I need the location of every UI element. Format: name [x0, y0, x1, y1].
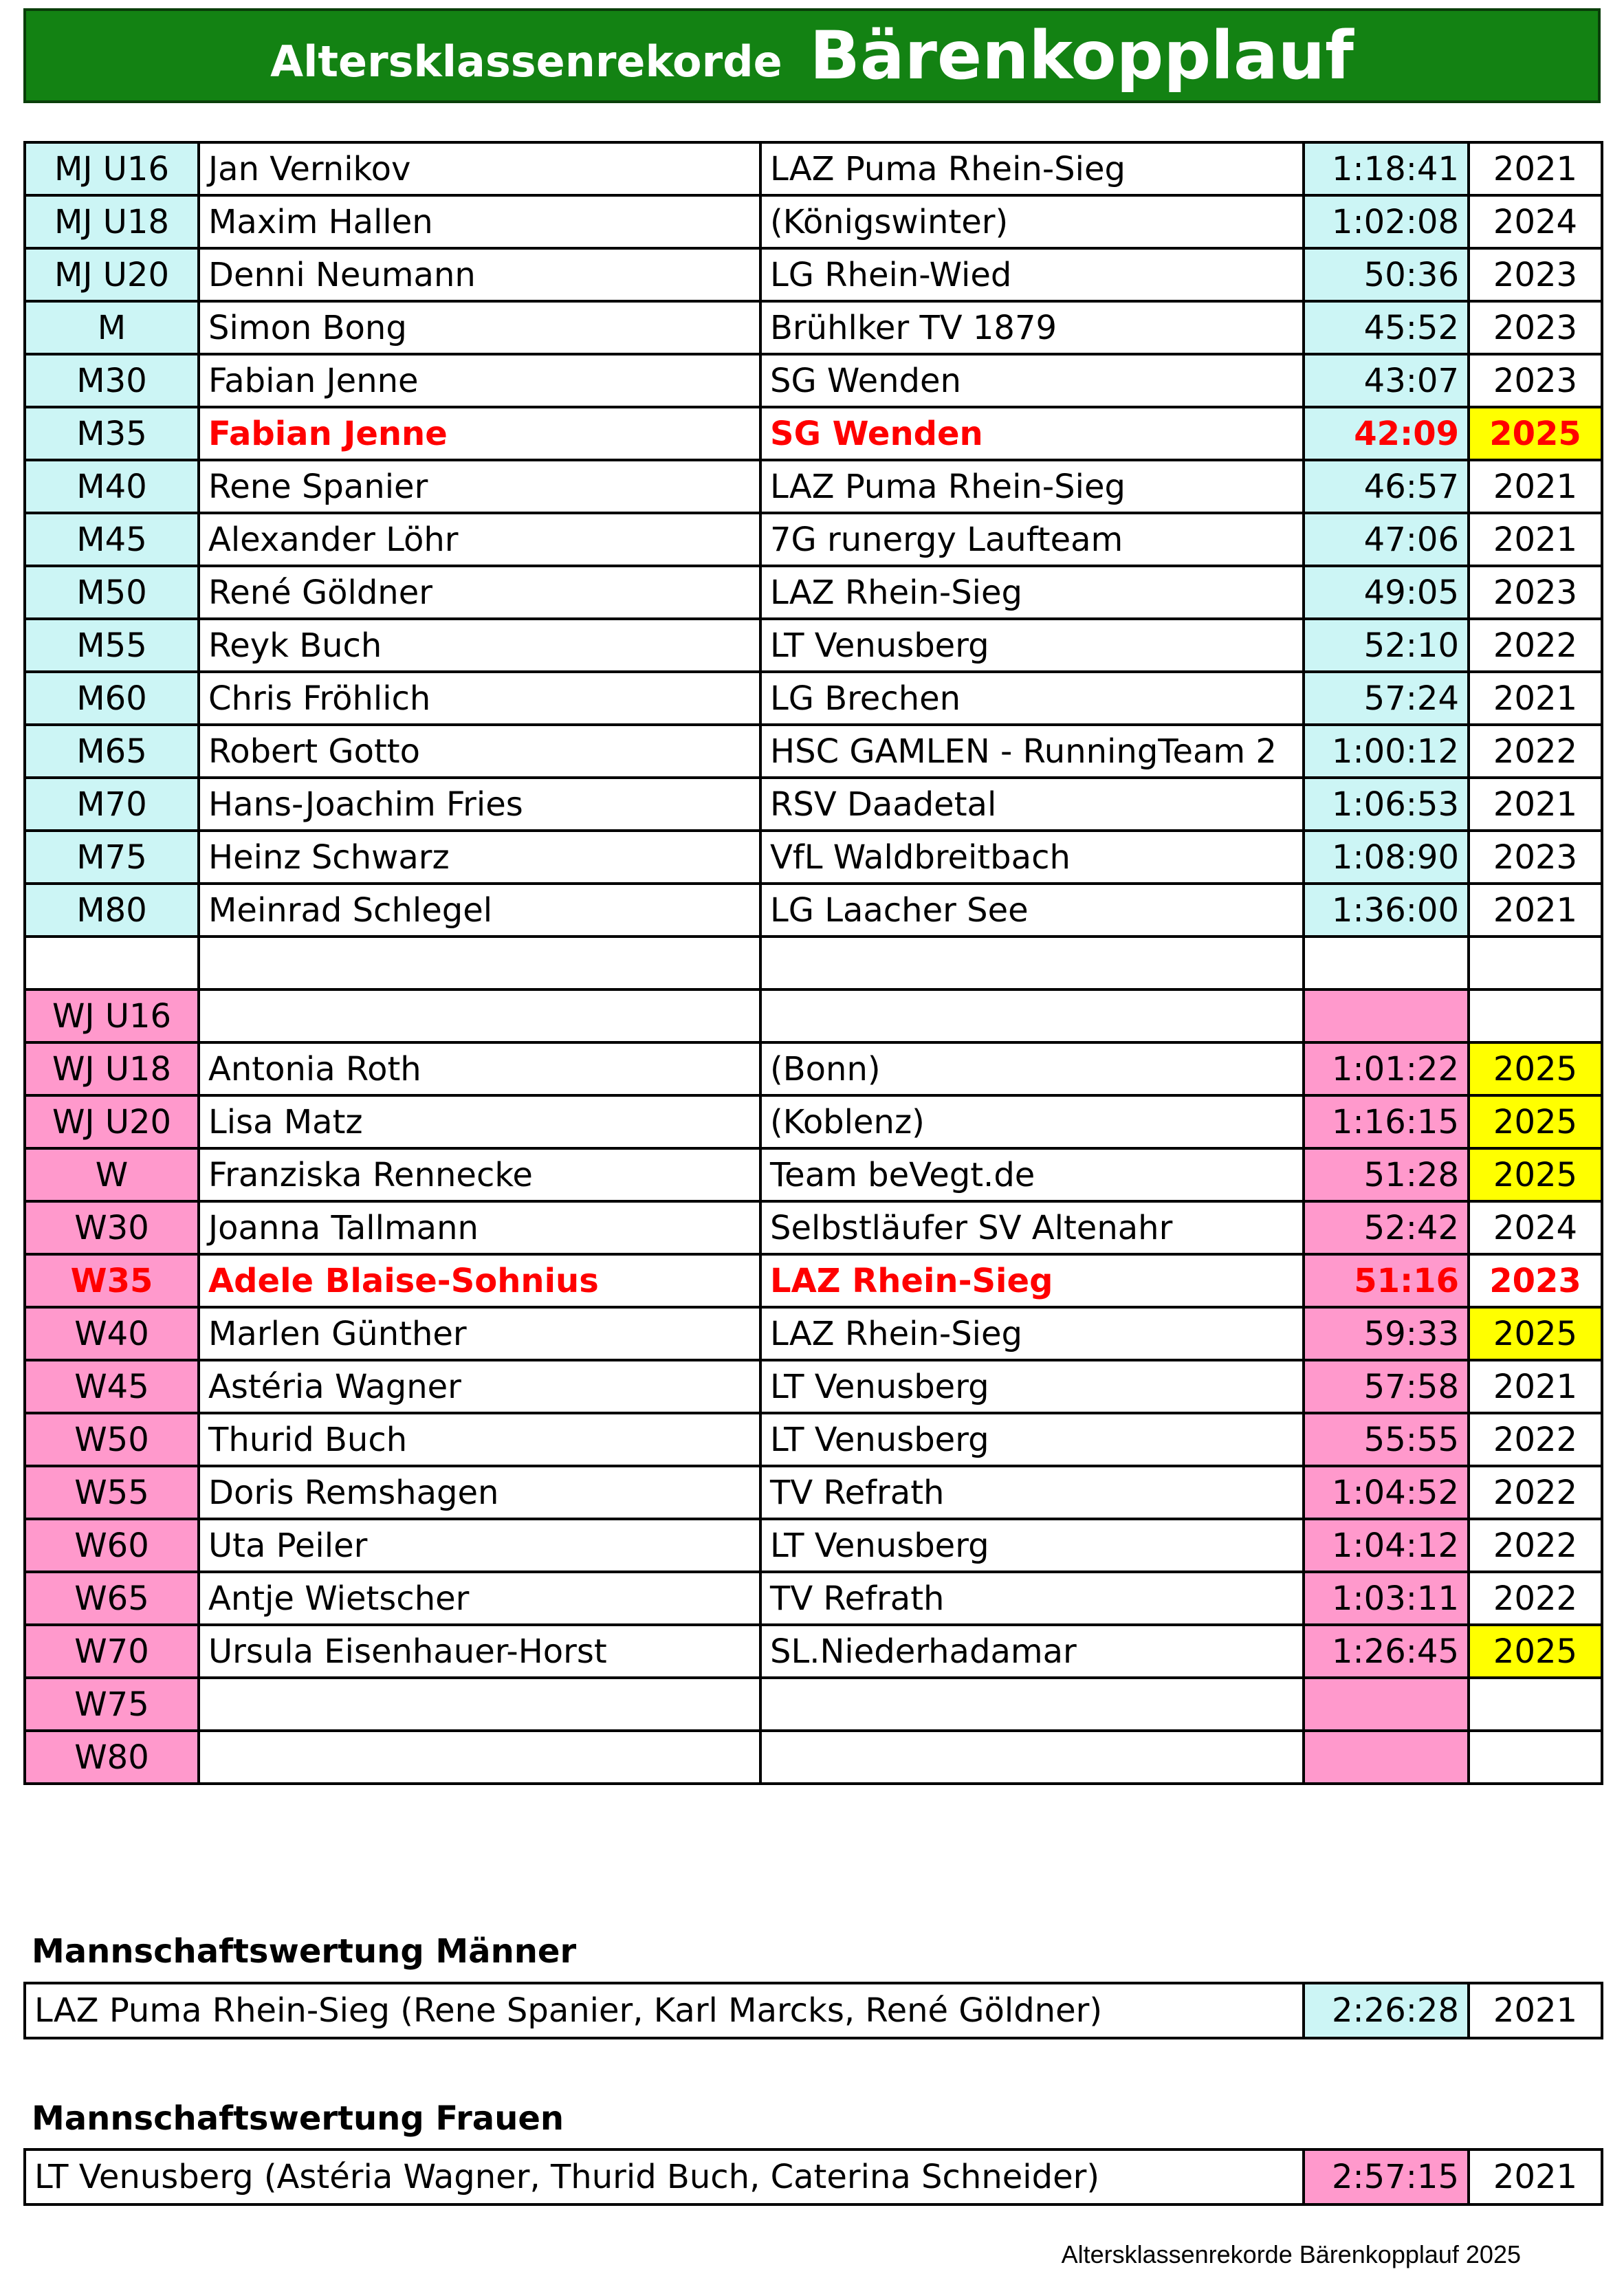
class-cell: MJ U18 [25, 195, 199, 248]
year-cell: 2025 [1469, 1042, 1602, 1095]
class-cell: W75 [25, 1678, 199, 1731]
club-cell: VfL Waldbreitbach [760, 831, 1304, 884]
year-cell: 2024 [1469, 1201, 1602, 1254]
club-cell: TV Refrath [760, 1572, 1304, 1625]
team-men-heading: Mannschaftswertung Männer [32, 1932, 577, 1971]
class-cell: M [25, 301, 199, 354]
year-cell: 2023 [1469, 1254, 1602, 1307]
class-cell: W45 [25, 1360, 199, 1413]
year-cell [1469, 989, 1602, 1042]
table-row [25, 989, 1602, 1042]
table-row [25, 195, 1602, 248]
club-cell: SL.Niederhadamar [760, 1625, 1304, 1678]
year-cell: 2023 [1469, 354, 1602, 407]
athlete-cell: Astéria Wagner [199, 1360, 760, 1413]
athlete-cell: Maxim Hallen [199, 195, 760, 248]
club-cell: SG Wenden [760, 354, 1304, 407]
club-cell: Team beVegt.de [760, 1148, 1304, 1201]
time-cell: 1:02:08 [1304, 195, 1469, 248]
class-cell: M55 [25, 619, 199, 672]
class-cell: W40 [25, 1307, 199, 1360]
club-cell [760, 1731, 1304, 1784]
athlete-cell: Joanna Tallmann [199, 1201, 760, 1254]
club-cell: LT Venusberg [760, 619, 1304, 672]
class-cell: M80 [25, 884, 199, 937]
time-cell: 52:42 [1304, 1201, 1469, 1254]
time-cell: 1:04:12 [1304, 1519, 1469, 1572]
year-cell: 2022 [1469, 1572, 1602, 1625]
year-cell: 2021 [1469, 778, 1602, 831]
table-row [25, 1307, 1602, 1360]
empty-cell [1304, 937, 1469, 989]
table-row [25, 1572, 1602, 1625]
athlete-cell: Chris Fröhlich [199, 672, 760, 725]
table-row [25, 1201, 1602, 1254]
year-cell: 2021 [1469, 672, 1602, 725]
table-row [25, 1731, 1602, 1784]
athlete-cell: Hans-Joachim Fries [199, 778, 760, 831]
title-prefix: Altersklassenrekorde [270, 36, 782, 87]
table-row [25, 142, 1602, 195]
class-cell: W35 [25, 1254, 199, 1307]
time-cell [1304, 1731, 1469, 1784]
class-cell: WJ U20 [25, 1095, 199, 1148]
club-cell [760, 1678, 1304, 1731]
year-cell: 2025 [1469, 1095, 1602, 1148]
athlete-cell: Heinz Schwarz [199, 831, 760, 884]
class-cell: M45 [25, 513, 199, 566]
year-cell: 2022 [1469, 725, 1602, 778]
class-cell: W70 [25, 1625, 199, 1678]
athlete-cell: Marlen Günther [199, 1307, 760, 1360]
athlete-cell [199, 989, 760, 1042]
time-cell: 50:36 [1304, 248, 1469, 301]
club-cell: (Koblenz) [760, 1095, 1304, 1148]
club-cell: TV Refrath [760, 1466, 1304, 1519]
class-cell: M65 [25, 725, 199, 778]
club-cell [760, 989, 1304, 1042]
year-cell: 2021 [1469, 884, 1602, 937]
class-cell: WJ U18 [25, 1042, 199, 1095]
table-row [25, 1678, 1602, 1731]
athlete-cell: Ursula Eisenhauer-Horst [199, 1625, 760, 1678]
table-row [25, 1148, 1602, 1201]
time-cell: 1:26:45 [1304, 1625, 1469, 1678]
table-row [25, 1466, 1602, 1519]
table-row [25, 1413, 1602, 1466]
class-cell: M35 [25, 407, 199, 460]
table-row [25, 1983, 1602, 2038]
athlete-cell: Thurid Buch [199, 1413, 760, 1466]
time-cell [1304, 989, 1469, 1042]
table-row-highlighted [25, 1254, 1602, 1307]
time-cell: 57:58 [1304, 1360, 1469, 1413]
time-cell: 1:08:90 [1304, 831, 1469, 884]
class-cell: W30 [25, 1201, 199, 1254]
table-row [25, 1095, 1602, 1148]
class-cell: M75 [25, 831, 199, 884]
empty-cell [199, 937, 760, 989]
athlete-cell: Antonia Roth [199, 1042, 760, 1095]
table-row [25, 248, 1602, 301]
athlete-cell: Franziska Rennecke [199, 1148, 760, 1201]
club-cell: LT Venusberg [760, 1413, 1304, 1466]
athlete-cell: Adele Blaise-Sohnius [199, 1254, 760, 1307]
athlete-cell: Simon Bong [199, 301, 760, 354]
athlete-cell: Lisa Matz [199, 1095, 760, 1148]
athlete-cell: Meinrad Schlegel [199, 884, 760, 937]
empty-cell [760, 937, 1304, 989]
empty-cell [25, 937, 199, 989]
time-cell: 55:55 [1304, 1413, 1469, 1466]
time-cell: 51:16 [1304, 1254, 1469, 1307]
table-row [25, 619, 1602, 672]
time-cell: 59:33 [1304, 1307, 1469, 1360]
year-cell: 2023 [1469, 831, 1602, 884]
time-cell: 1:04:52 [1304, 1466, 1469, 1519]
team-cell: LAZ Puma Rhein-Sieg (Rene Spanier, Karl Marcks, René Göldner) [25, 1983, 1304, 2038]
athlete-cell: Denni Neumann [199, 248, 760, 301]
time-cell: 1:36:00 [1304, 884, 1469, 937]
class-cell: W80 [25, 1731, 199, 1784]
class-cell: MJ U16 [25, 142, 199, 195]
club-cell: LAZ Puma Rhein-Sieg [760, 142, 1304, 195]
club-cell: LAZ Rhein-Sieg [760, 1254, 1304, 1307]
table-row [25, 2149, 1602, 2204]
time-cell: 46:57 [1304, 460, 1469, 513]
empty-cell [1469, 937, 1602, 989]
title-main: Bärenkopplauf [809, 17, 1354, 94]
time-cell: 1:06:53 [1304, 778, 1469, 831]
table-row [25, 725, 1602, 778]
class-cell: M30 [25, 354, 199, 407]
class-cell: W50 [25, 1413, 199, 1466]
athlete-cell: Antje Wietscher [199, 1572, 760, 1625]
table-row [25, 1519, 1602, 1572]
athlete-cell [199, 1678, 760, 1731]
year-cell: 2021 [1469, 513, 1602, 566]
athlete-cell: Jan Vernikov [199, 142, 760, 195]
club-cell: LG Rhein-Wied [760, 248, 1304, 301]
year-cell: 2022 [1469, 619, 1602, 672]
year-cell [1469, 1731, 1602, 1784]
time-cell: 2:26:28 [1304, 1983, 1469, 2038]
club-cell: LAZ Puma Rhein-Sieg [760, 460, 1304, 513]
year-cell: 2025 [1469, 1625, 1602, 1678]
class-cell: WJ U16 [25, 989, 199, 1042]
table-row [25, 1625, 1602, 1678]
team-cell: LT Venusberg (Astéria Wagner, Thurid Buch, Caterina Schneider) [25, 2149, 1304, 2204]
athlete-cell: Robert Gotto [199, 725, 760, 778]
class-cell: MJ U20 [25, 248, 199, 301]
table-row [25, 1360, 1602, 1413]
time-cell: 47:06 [1304, 513, 1469, 566]
table-row [25, 354, 1602, 407]
year-cell: 2023 [1469, 301, 1602, 354]
time-cell: 2:57:15 [1304, 2149, 1469, 2204]
year-cell: 2024 [1469, 195, 1602, 248]
year-cell: 2023 [1469, 566, 1602, 619]
year-cell: 2022 [1469, 1519, 1602, 1572]
club-cell: HSC GAMLEN - RunningTeam 2 [760, 725, 1304, 778]
athlete-cell: Rene Spanier [199, 460, 760, 513]
time-cell: 1:18:41 [1304, 142, 1469, 195]
time-cell: 49:05 [1304, 566, 1469, 619]
year-cell: 2025 [1469, 1148, 1602, 1201]
athlete-cell: Reyk Buch [199, 619, 760, 672]
year-cell: 2021 [1469, 460, 1602, 513]
table-row-highlighted [25, 407, 1602, 460]
athlete-cell: Doris Remshagen [199, 1466, 760, 1519]
class-cell: W60 [25, 1519, 199, 1572]
athlete-cell: Fabian Jenne [199, 354, 760, 407]
time-cell [1304, 1678, 1469, 1731]
year-cell: 2022 [1469, 1413, 1602, 1466]
athlete-cell: Fabian Jenne [199, 407, 760, 460]
club-cell: Brühlker TV 1879 [760, 301, 1304, 354]
year-cell: 2025 [1469, 1307, 1602, 1360]
club-cell: LT Venusberg [760, 1519, 1304, 1572]
time-cell: 1:01:22 [1304, 1042, 1469, 1095]
time-cell: 57:24 [1304, 672, 1469, 725]
time-cell: 1:16:15 [1304, 1095, 1469, 1148]
club-cell: (Bonn) [760, 1042, 1304, 1095]
year-cell: 2021 [1469, 1983, 1602, 2038]
footer-text: Altersklassenrekorde Bärenkopplauf 2025 [1061, 2240, 1521, 2268]
time-cell: 42:09 [1304, 407, 1469, 460]
records-table [23, 141, 1603, 1785]
class-cell: M50 [25, 566, 199, 619]
class-cell: W [25, 1148, 199, 1201]
spacer-row [25, 937, 1602, 989]
time-cell: 51:28 [1304, 1148, 1469, 1201]
athlete-cell [199, 1731, 760, 1784]
time-cell: 1:03:11 [1304, 1572, 1469, 1625]
year-cell [1469, 1678, 1602, 1731]
table-row [25, 301, 1602, 354]
club-cell: 7G runergy Laufteam [760, 513, 1304, 566]
table-row [25, 672, 1602, 725]
class-cell: M70 [25, 778, 199, 831]
table-row [25, 1042, 1602, 1095]
table-row [25, 831, 1602, 884]
year-cell: 2021 [1469, 1360, 1602, 1413]
club-cell: LG Brechen [760, 672, 1304, 725]
club-cell: LAZ Rhein-Sieg [760, 1307, 1304, 1360]
class-cell: M60 [25, 672, 199, 725]
table-row [25, 513, 1602, 566]
athlete-cell: René Göldner [199, 566, 760, 619]
year-cell: 2023 [1469, 248, 1602, 301]
club-cell: LT Venusberg [760, 1360, 1304, 1413]
time-cell: 52:10 [1304, 619, 1469, 672]
class-cell: W65 [25, 1572, 199, 1625]
class-cell: W55 [25, 1466, 199, 1519]
athlete-cell: Uta Peiler [199, 1519, 760, 1572]
club-cell: Selbstläufer SV Altenahr [760, 1201, 1304, 1254]
year-cell: 2021 [1469, 2149, 1602, 2204]
title-banner [23, 8, 1601, 103]
club-cell: SG Wenden [760, 407, 1304, 460]
table-row [25, 566, 1602, 619]
table-row [25, 778, 1602, 831]
team-men-table [23, 1982, 1603, 2039]
athlete-cell: Alexander Löhr [199, 513, 760, 566]
year-cell: 2021 [1469, 142, 1602, 195]
time-cell: 43:07 [1304, 354, 1469, 407]
team-women-table [23, 2148, 1603, 2206]
club-cell: RSV Daadetal [760, 778, 1304, 831]
year-cell: 2025 [1469, 407, 1602, 460]
club-cell: (Königswinter) [760, 195, 1304, 248]
time-cell: 45:52 [1304, 301, 1469, 354]
class-cell: M40 [25, 460, 199, 513]
table-row [25, 884, 1602, 937]
time-cell: 1:00:12 [1304, 725, 1469, 778]
year-cell: 2022 [1469, 1466, 1602, 1519]
club-cell: LG Laacher See [760, 884, 1304, 937]
table-row [25, 460, 1602, 513]
club-cell: LAZ Rhein-Sieg [760, 566, 1304, 619]
team-women-heading: Mannschaftswertung Frauen [32, 2099, 564, 2138]
